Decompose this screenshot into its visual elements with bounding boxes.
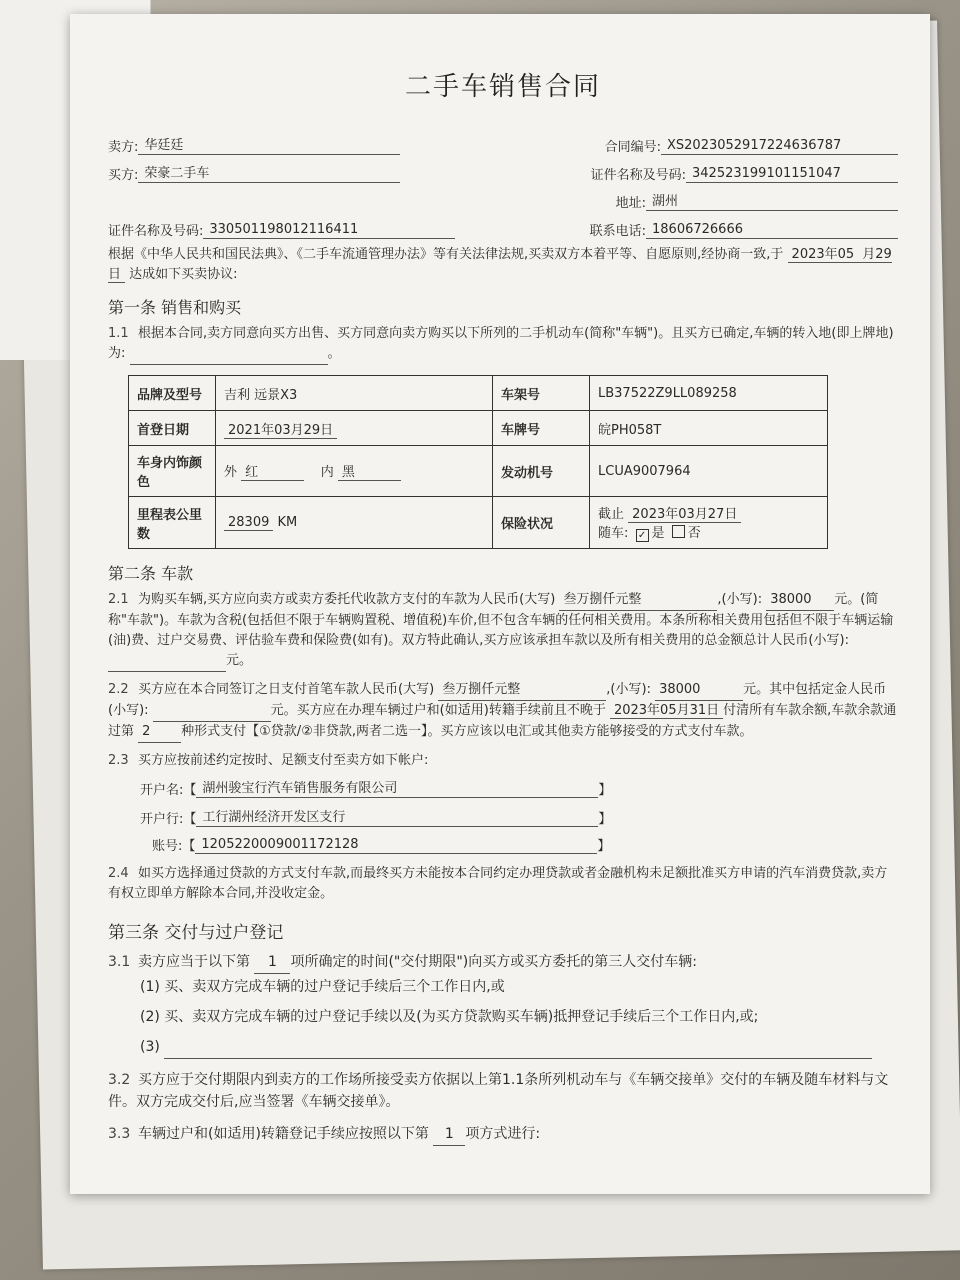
delivery-option-2: (2) 买、卖双方完成车辆的过户登记手续以及(为买方贷款购买车辆)抵押登记手续后三个工作日内,或; <box>140 1009 759 1025</box>
bank-row: 开户行:【 工行湖州经济开发区支行 】 <box>140 806 898 827</box>
brand-value: 吉利 远景X3 <box>216 376 493 411</box>
article-2-heading: 第二条 车款 <box>108 564 194 583</box>
clause-2-3: 2.3 买方应按前述约定按时、足额支付至卖方如下帐户: <box>108 753 429 768</box>
vehicle-table <box>128 375 828 549</box>
phone-value: 18606726666 <box>646 222 898 239</box>
header-row-2 <box>108 161 898 183</box>
table-row <box>129 446 828 497</box>
insurance-label: 保险状况 <box>493 497 590 549</box>
odometer-value: 28309 KM <box>216 497 493 549</box>
checkbox-yes[interactable]: ✓ <box>636 529 649 542</box>
reg-date-value: 2021年03月29日 <box>224 423 337 439</box>
brand-label: 品牌及型号 <box>129 376 216 411</box>
table-row <box>129 376 828 411</box>
contract-no-label: 合同编号: <box>604 140 661 155</box>
id-label-right: 证件名称及号码: <box>590 168 686 183</box>
price-upper: 叁万捌仟元整 <box>559 590 717 611</box>
preamble-date-a: 2023年05 <box>788 247 859 263</box>
preamble: 根据《中华人民共和国民法典》、《二手车流通管理办法》等有关法律法规,买卖双方本着平等、自愿原则,经协商一致,于 2023年05 月29日 达成如下买卖协议: <box>108 247 892 282</box>
vin-label: 车架号 <box>493 376 590 411</box>
bank-name: 工行湖州经济开发区支行 <box>196 806 598 827</box>
buyer-value: 荣豪二手车 <box>138 162 400 183</box>
account-no-row: 账号:【 1205220009001172128 】 <box>152 837 611 854</box>
first-payment-upper: 叁万捌仟元整 <box>438 680 606 701</box>
color-label: 车身内饰颜色 <box>129 446 216 497</box>
insurance-date: 2023年03月27日 <box>628 507 741 523</box>
contract-title: 二手车销售合同 <box>404 72 601 102</box>
address-label: 地址: <box>615 196 646 211</box>
vin-value: LB37522Z9LL089258 <box>590 376 828 411</box>
table-row <box>129 497 828 549</box>
phone-label: 联系电话: <box>589 224 646 239</box>
seller-value: 华廷廷 <box>138 134 400 155</box>
buyer-label: 买方: <box>108 168 139 183</box>
clause-1-1: 1.1 根据本合同,卖方同意向买方出售、买方同意向卖方购买以下所列的二手机动车(简称"车辆")。且买方已确定,车辆的转入地(即上牌地)为: 。 <box>108 324 898 365</box>
int-color: 黑 <box>338 461 401 481</box>
delivery-option-3: (3) <box>108 1036 898 1059</box>
clause-3-1: 3.1 卖方应当于以下第 1 项所确定的时间("交付期限")向买方或买方委托的第三人交付车辆: <box>108 951 898 974</box>
table-row <box>129 411 828 446</box>
clause-3-3: 3.3 车辆过户和(如适用)转籍登记手续应按照以下第 1 项方式进行: <box>108 1123 898 1146</box>
plate-label: 车牌号 <box>493 411 590 446</box>
payment-method: 2 <box>138 722 181 743</box>
delivery-option: 1 <box>254 951 290 974</box>
insurance-value: 截止 2023年03月27日 随车: ✓ 是 否 <box>590 497 828 549</box>
header-row-3 <box>108 189 898 211</box>
contract-content <box>108 66 898 1148</box>
contract-page <box>70 14 930 1194</box>
id-value-right: 342523199101151047 <box>686 166 898 183</box>
clause-2-2: 2.2 买方应在本合同签订之日支付首笔车款人民币(大写) 叁万捌仟元整 ,(小写): 38000 元。其中包括定金人民币(小写): 元。买方应在办理车辆过户和(如适用)转籍手续前且不晚于 2023年05月31日 付清所有车款余额,车款余款通过第 2 种形式支付【①贷款/②非贷款,两者二选一】。买方应该以电汇或其他卖方能够接受的方式支付车款。 <box>108 680 898 743</box>
color-value: 外 红 内 黑 <box>216 446 493 497</box>
price-lower: 38000 <box>766 590 834 611</box>
engine-value: LCUA9007964 <box>590 446 828 497</box>
plate-value: 皖PH058T <box>590 411 828 446</box>
clause-2-4: 2.4 如买方选择通过贷款的方式支付车款,而最终买方未能按本合同约定办理贷款或者金融机构未足额批准买方申请的汽车消费贷款,卖方有权立即单方解除本合同,并没收定金。 <box>108 866 888 901</box>
account-name: 湖州骏宝行汽车销售服务有限公司 <box>196 777 598 798</box>
contract-no-value: XS2023052917224636787 <box>661 138 898 155</box>
seller-label: 卖方: <box>108 140 139 155</box>
article-3-heading: 第三条 交付与过户登记 <box>108 923 284 943</box>
first-payment-lower: 38000 <box>655 680 743 701</box>
reg-date-label: 首登日期 <box>129 411 216 446</box>
balance-due-date: 2023年05月31日 <box>610 703 723 719</box>
account-name-row: 开户名:【 湖州骏宝行汽车销售服务有限公司 】 <box>140 777 898 798</box>
odometer-label: 里程表公里数 <box>129 497 216 549</box>
clause-3-2: 3.2 买方应于交付期限内到卖方的工作场所接受卖方依据以上第1.1条所列机动车与《车辆交接单》交付的车辆及随车材料与文件。双方完成交付后,应当签署《车辆交接单》。 <box>108 1072 889 1110</box>
id-value-left: 330501198012116411 <box>203 222 455 239</box>
address-value: 湖州 <box>646 190 898 211</box>
article-1-heading: 第一条 销售和购买 <box>108 298 242 317</box>
header-row-1 <box>108 133 898 155</box>
transfer-option: 1 <box>433 1123 465 1146</box>
checkbox-no[interactable] <box>672 525 685 538</box>
id-label-left: 证件名称及号码: <box>108 224 204 239</box>
clause-2-1: 2.1 为购买车辆,买方应向卖方或卖方委托代收款方支付的车款为人民币(大写) 叁万捌仟元整 ,(小写): 38000 元。(简称"车款")。车款为含税(包括但不限于车辆购置税、增值税)车价,但不包含车辆的任何相关费用。本条所称相关费用包括但不限于车辆运输(油)费、过户交易费、评估验车费和保险费(如有)。双方特此确认,买方应该承担车款以及所有相关费用的总金额总计人民币(小写): 元。 <box>108 590 898 672</box>
engine-label: 发动机号 <box>493 446 590 497</box>
ext-color: 红 <box>241 461 304 481</box>
header-row-4 <box>108 217 898 239</box>
preamble-date-b: 月29日 <box>108 247 892 282</box>
account-number: 1205220009001172128 <box>195 837 597 854</box>
delivery-option-1: (1) 买、卖双方完成车辆的过户登记手续后三个工作日内,或 <box>140 979 505 995</box>
